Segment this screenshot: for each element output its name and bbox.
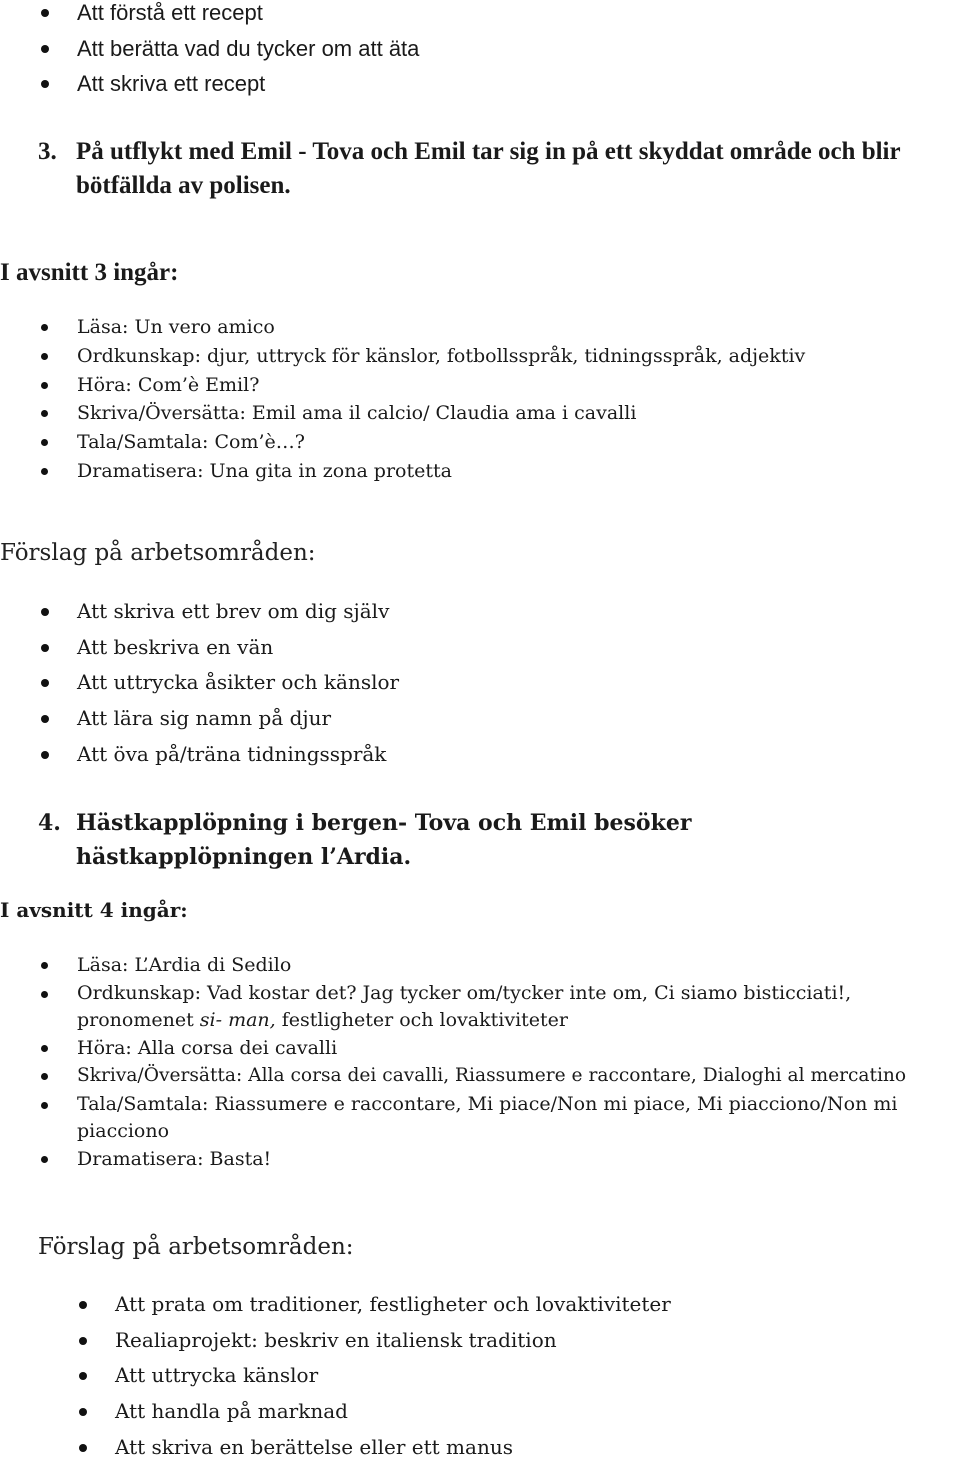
list-item: Tala/Samtala: Riassumere e raccontare, Mi piace/Non mi piace, Mi piacciono/Non mi piacciono <box>0 1091 960 1145</box>
section-4-list <box>0 951 960 1173</box>
list-item: Att skriva en berättelse eller ett manus <box>0 1430 960 1466</box>
intro-list <box>0 0 960 102</box>
list-item: Skriva/Översätta: Alla corsa dei cavalli, Riassumere e raccontare, Dialoghi al mercatino <box>0 1062 960 1091</box>
list-item: Att uttrycka känslor <box>0 1358 960 1394</box>
list-item: Att skriva ett recept <box>0 66 960 102</box>
item-text: Ordkunskap: Vad kostar det? Jag tycker om/tycker inte om, Ci siamo bisticciati!, pronomenet <box>77 981 852 1031</box>
list-item: Att uttrycka åsikter och känslor <box>0 665 960 701</box>
item-text: festligheter och lovaktiviteter <box>275 1008 569 1031</box>
chapter-4-heading <box>0 806 900 874</box>
proposals-4-list <box>0 1287 960 1466</box>
section-heading: I avsnitt 4 ingår: <box>0 898 188 922</box>
list-item: Att berätta vad du tycker om att äta <box>0 31 960 67</box>
chapter-number: 4. <box>38 810 61 836</box>
chapter-number: 3. <box>38 138 57 165</box>
section-3-list <box>0 313 960 486</box>
section-3-heading <box>0 259 960 287</box>
list-item: Höra: Alla corsa dei cavalli <box>0 1034 960 1063</box>
list-item: Läsa: Un vero amico <box>0 313 960 342</box>
list-item <box>0 980 960 1034</box>
list-item: Att förstå ett recept <box>0 0 960 31</box>
proposals-3-list <box>0 594 960 773</box>
chapter-3-heading <box>0 135 930 203</box>
list-item: Att prata om traditioner, festligheter och lovaktiviteter <box>0 1287 960 1323</box>
list-item: Att beskriva en vän <box>0 630 960 666</box>
list-item: Dramatisera: Una gita in zona protetta <box>0 457 960 486</box>
section-heading: Förslag på arbetsområden: <box>0 540 316 566</box>
section-4-heading <box>0 898 960 922</box>
list-item: Skriva/Översätta: Emil ama il calcio/ Claudia ama i cavalli <box>0 399 960 428</box>
list-item: Att skriva ett brev om dig själv <box>0 594 960 630</box>
proposals-4-heading <box>38 1234 938 1260</box>
proposals-3-heading <box>0 540 960 566</box>
list-item: Att öva på/träna tidningsspråk <box>0 737 960 773</box>
chapter-title: På utflykt med Emil - Tova och Emil tar sig in på ett skyddat område och blir bötfällda av polisen. <box>76 138 901 199</box>
list-item: Höra: Com’è Emil? <box>0 371 960 400</box>
section-heading: I avsnitt 3 ingår: <box>0 259 179 286</box>
chapter-title: Hästkapplöpning i bergen- Tova och Emil besöker hästkapplöpningen l’Ardia. <box>76 810 692 870</box>
item-italic-text: si- man, <box>199 1008 276 1031</box>
list-item: Läsa: L’Ardia di Sedilo <box>0 951 960 980</box>
section-heading: Förslag på arbetsområden: <box>38 1234 354 1260</box>
list-item: Att handla på marknad <box>0 1394 960 1430</box>
list-item: Realiaprojekt: beskriv en italiensk tradition <box>0 1323 960 1359</box>
list-item: Tala/Samtala: Com’è…? <box>0 428 960 457</box>
list-item: Dramatisera: Basta! <box>0 1145 960 1174</box>
list-item: Ordkunskap: djur, uttryck för känslor, fotbollsspråk, tidningsspråk, adjektiv <box>0 342 960 371</box>
list-item: Att lära sig namn på djur <box>0 701 960 737</box>
